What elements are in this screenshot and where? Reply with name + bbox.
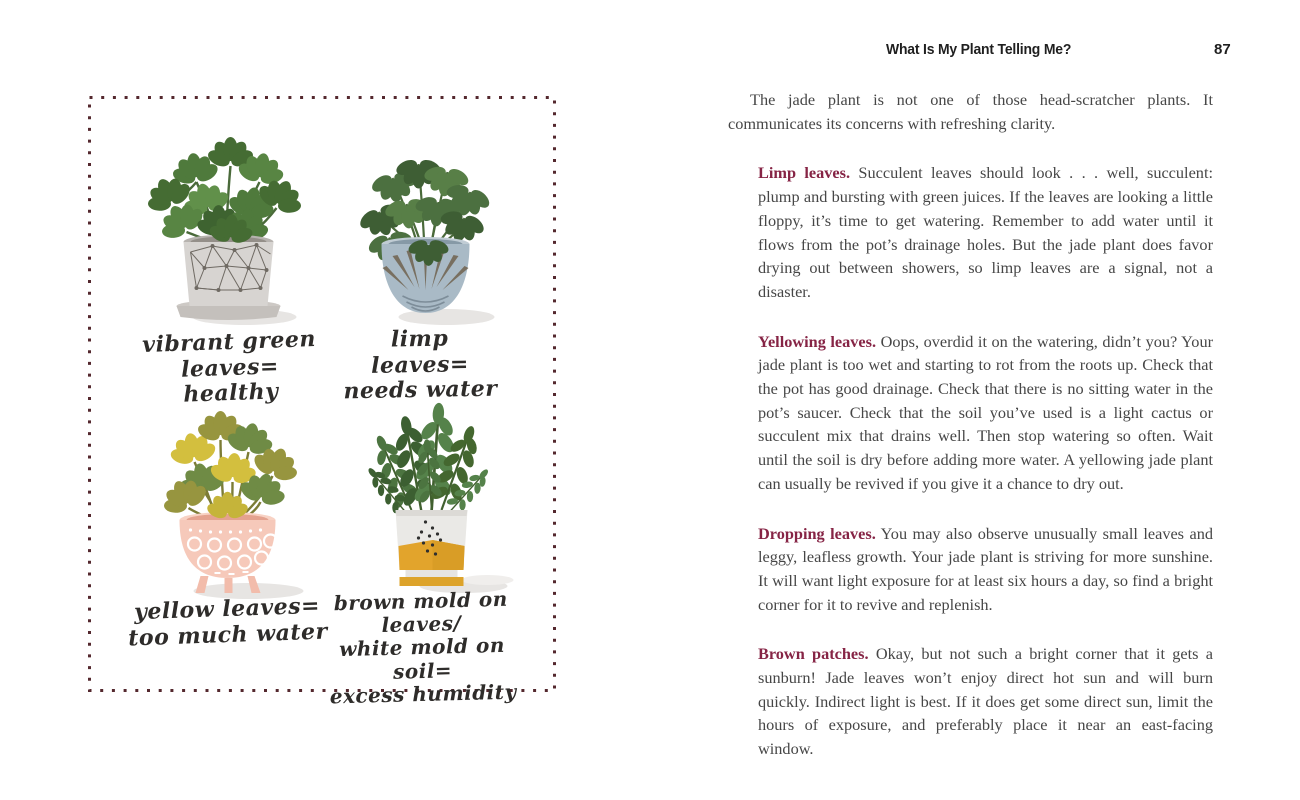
- caption-healthy: [115, 326, 346, 410]
- page-title: What Is My Plant Telling Me?: [885, 41, 1072, 58]
- caption-yellow: [109, 593, 346, 652]
- caption-line: brown mold on leaves/: [333, 586, 509, 638]
- caption-line: yellow leaves=: [133, 592, 321, 626]
- limp-plant-illustration: [328, 120, 523, 333]
- mold-plant-illustration: [333, 388, 528, 601]
- body-text-column: [728, 88, 1213, 761]
- page-number: 87: [1214, 41, 1231, 58]
- section-body: Okay, but not such a bright corner that it gets a sunburn! Jade leaves won’t enjoy direct hot sun and will burn quickly. Indirect light is best. If it does get some direct sun, limit the hours of exposure, and preferably place it near an east-facing window.: [758, 644, 1213, 759]
- section-label: Limp leaves.: [758, 163, 851, 183]
- caption-line: vibrant green leaves=: [141, 325, 317, 383]
- right-page: [650, 0, 1300, 800]
- caption-limp: [339, 326, 500, 405]
- caption-line: white mold on soil=: [338, 633, 506, 684]
- section-brown-patches: [758, 642, 1213, 761]
- running-head: [736, 41, 1221, 59]
- section-label: Brown patches.: [758, 644, 869, 664]
- caption-line: needs water: [343, 375, 498, 405]
- section-body: You may also observe unusually small leaves and leggy, leafless growth. Your jade plant is striving for more sunshine. It will want light exposure for at least six hours a day, so find a bright corner for it to revive and replenish.: [758, 523, 1213, 614]
- caption-mold: [315, 587, 530, 708]
- section-label: Yellowing leaves.: [758, 331, 877, 351]
- section-label: Dropping leaves.: [758, 523, 876, 543]
- caption-line: excess humidity: [329, 679, 517, 709]
- caption-line: healthy: [182, 378, 279, 408]
- caption-line: too much water: [127, 618, 329, 651]
- section-yellowing-leaves: [758, 330, 1213, 496]
- section-dropping-leaves: [758, 522, 1213, 617]
- yellow-plant-illustration: [130, 390, 325, 603]
- section-limp-leaves: [758, 161, 1213, 303]
- section-body: Succulent leaves should look . . . well, succulent: plump and bursting with green juices. If the leaves are looking a little floppy, it’s time to get watering. Remember to add water until it flows from the pot’s drainage holes. But the jade plant does favor drying out between showers, so limp leaves are a signal, not a disaster.: [758, 163, 1213, 301]
- caption-line: limp leaves=: [370, 325, 470, 379]
- intro-paragraph: The jade plant is not one of those head-scratcher plants. It communicates its concerns with refreshing clarity.: [728, 90, 1213, 133]
- section-body: Oops, overdid it on the watering, didn’t you? Your jade plant is too wet and starting to rot from the roots up. Check that the pot has good drainage. Check that there is no sitting water in the pot’s saucer. Check that the soil you’ve used is a light cactus or succulent mix that drains well. Then stop watering so often. Wait until the soil is dry before adding more water. A yellowing jade plant can usually be revived if you give it a chance to dry out.: [758, 331, 1214, 493]
- healthy-plant-illustration: [130, 120, 325, 333]
